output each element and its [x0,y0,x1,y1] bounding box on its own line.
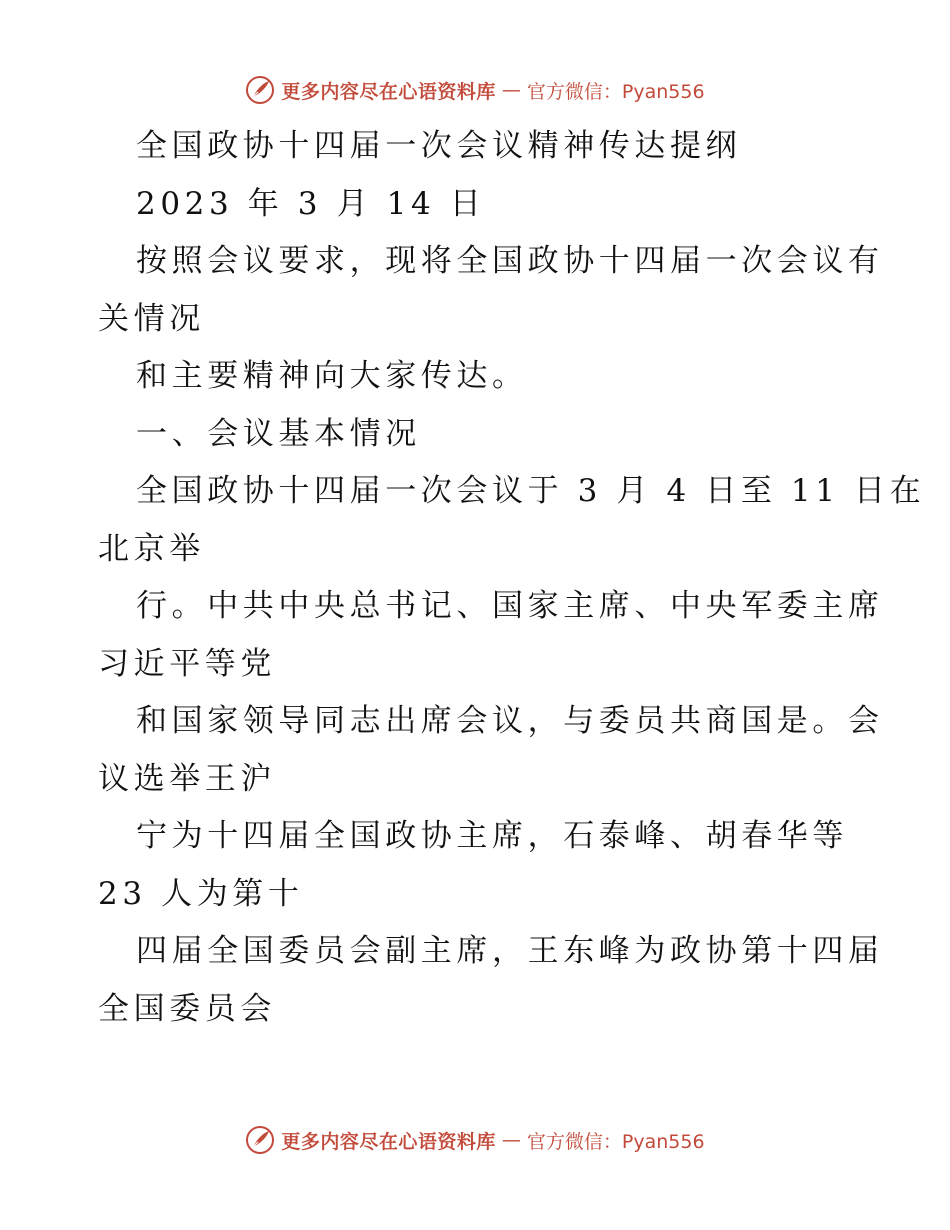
paragraph-line: 习近平等党 [98,645,276,682]
section-heading: 一、会议基本情况 [136,415,421,452]
paragraph-line: 议选举王沪 [98,760,276,797]
header-watermark [0,70,950,110]
paragraph-line: 关情况 [98,300,205,337]
document-date: 2023 年 3 月 14 日 [136,185,486,222]
paragraph-line: 23 人为第十 [98,875,304,912]
paragraph-line: 全国政协十四届一次会议于 3 月 4 日至 11 日在 [136,473,926,509]
watermark-separator: — [501,1129,521,1151]
watermark-separator: — [501,79,521,101]
feather-pen-logo-icon [245,75,275,105]
paragraph-line: 北京举 [98,530,205,567]
paragraph-line: 四届全国委员会副主席，王东峰为政协第十四届 [136,933,884,969]
paragraph-line: 和国家领导同志出席会议，与委员共商国是。会 [136,703,884,739]
document-title: 全国政协十四届一次会议精神传达提纲 [136,128,742,164]
watermark-wechat: 官方微信：Pyan556 [526,1130,705,1153]
paragraph-line: 行。中共中央总书记、国家主席、中央军委主席 [136,588,884,624]
watermark-text: 更多内容尽在心语资料库 [281,1130,496,1153]
paragraph-line: 和主要精神向大家传达。 [136,358,528,394]
paragraph-line: 全国委员会 [98,990,276,1027]
paragraph-line: 宁为十四届全国政协主席，石泰峰、胡春华等 [136,818,848,854]
document-body [98,118,926,1038]
paragraph-line: 按照会议要求，现将全国政协十四届一次会议有 [136,243,884,279]
watermark-text: 更多内容尽在心语资料库 [281,80,496,103]
watermark-wechat: 官方微信：Pyan556 [526,80,705,103]
feather-pen-logo-icon [245,1125,275,1155]
footer-watermark [0,1120,950,1160]
